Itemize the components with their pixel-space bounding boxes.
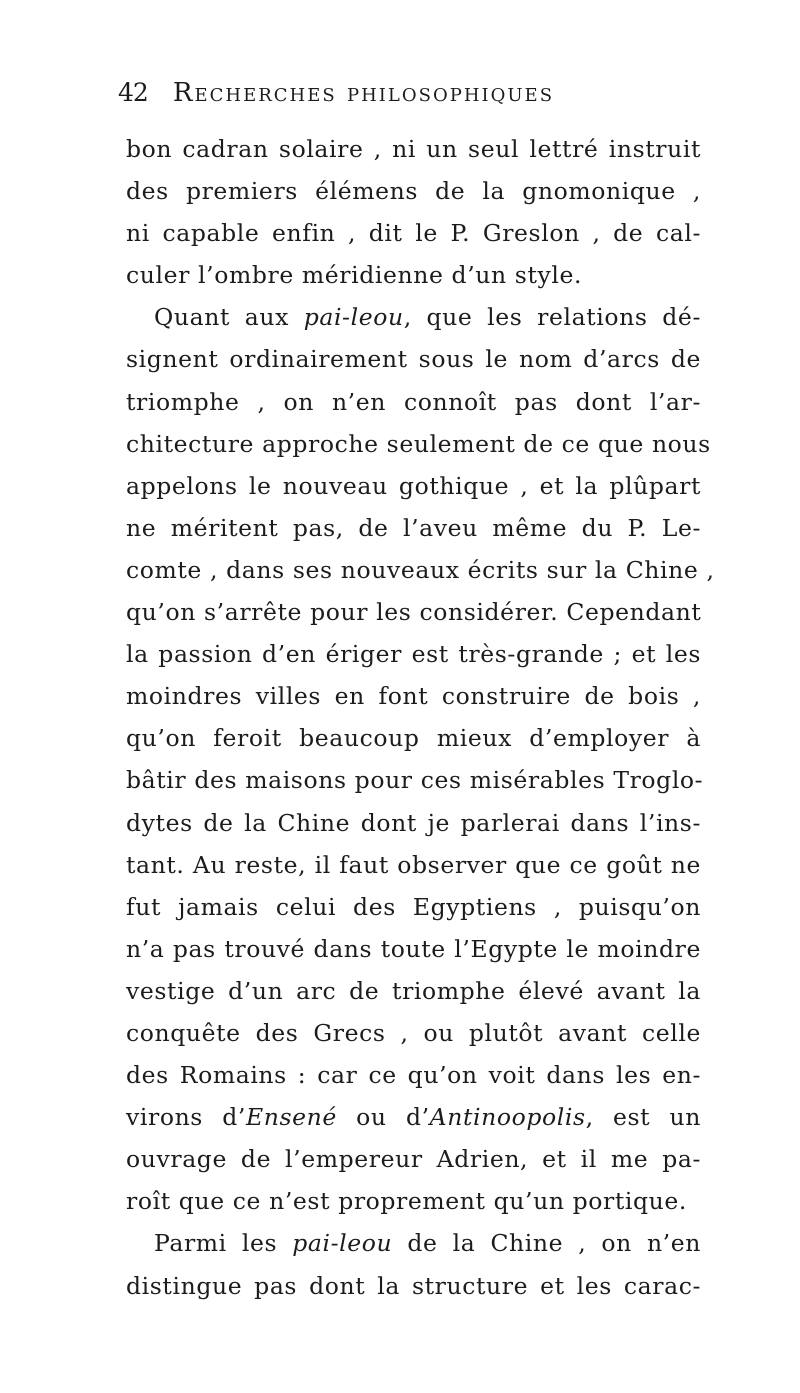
- text-segment: chitecture approche seulement de ce que nous: [126, 429, 711, 458]
- text-segment: Parmi les: [154, 1229, 293, 1258]
- body-text: [126, 128, 715, 1378]
- text-line: [126, 1096, 701, 1138]
- text-line: [126, 802, 701, 844]
- text-line: [126, 423, 711, 465]
- italic-term: Antinoopolis: [429, 1103, 586, 1132]
- text-line: [126, 717, 701, 759]
- page-number: 42: [118, 78, 148, 107]
- italic-term: Ensené: [245, 1103, 337, 1132]
- text-line: [126, 1222, 701, 1264]
- text-line: [126, 1054, 701, 1096]
- text-line: [126, 381, 701, 423]
- text-segment: moindres villes en font construire de bois ,: [126, 682, 701, 711]
- text-segment: bon cadran solaire , ni un seul lettré instruit: [126, 135, 701, 163]
- text-segment: tant. Au reste, il faut observer que ce goût ne: [126, 850, 701, 879]
- text-segment: qu’on s’arrête pour les considérer. Cependant: [126, 598, 702, 627]
- text-segment: des Romains : car ce qu’on voit dans les en-: [126, 1061, 701, 1090]
- text-segment: n’a pas trouvé dans toute l’Egypte le moindre: [126, 934, 701, 963]
- running-head: Recherches philosophiques: [172, 78, 555, 108]
- text-line: [126, 507, 701, 549]
- text-segment: ni capable enfin , dit le P. Greslon , de cal-: [126, 219, 701, 248]
- text-line: [126, 1265, 701, 1307]
- text-line: [126, 549, 715, 591]
- text-line: [126, 970, 701, 1012]
- text-line: [126, 128, 701, 170]
- page-header: [118, 78, 718, 118]
- text-segment: ouvrage de l’empereur Adrien, et il me pa-: [126, 1145, 701, 1174]
- text-line: [126, 1138, 701, 1180]
- text-segment: fut jamais celui des Egyptiens , puisqu’on: [126, 892, 701, 921]
- text-line: [126, 675, 701, 717]
- text-line: [126, 844, 701, 886]
- text-segment: roît que ce n’est proprement qu’un portique.: [126, 1187, 687, 1216]
- italic-term: pai-leou: [303, 303, 404, 332]
- text-line: [126, 296, 701, 338]
- text-segment: Quant aux: [154, 303, 304, 332]
- text-segment: culer l’ombre méridienne d’un style.: [126, 261, 583, 290]
- text-segment: ne méritent pas, de l’aveu même du P. Le-: [126, 513, 701, 542]
- text-segment: des premiers élémens de la gnomonique ,: [126, 177, 701, 206]
- text-segment: , que les relations dé-: [403, 303, 701, 332]
- text-segment: ou d’: [336, 1103, 430, 1132]
- italic-term: pai-leou: [292, 1229, 393, 1258]
- text-segment: bâtir des maisons pour ces misérables Troglo-: [126, 766, 704, 795]
- text-line: [126, 886, 701, 928]
- text-segment: signent ordinairement sous le nom d’arcs de: [126, 345, 701, 374]
- text-line: [126, 254, 701, 296]
- text-line: [126, 759, 704, 801]
- text-line: [126, 465, 701, 507]
- text-segment: qu’on feroit beaucoup mieux d’employer à: [126, 724, 701, 753]
- text-line: [126, 1180, 701, 1222]
- text-line: [126, 338, 701, 380]
- text-segment: triomphe , on n’en connoît pas dont l’ar-: [126, 387, 701, 416]
- text-segment: appelons le nouveau gothique , et la plûpart: [126, 471, 701, 500]
- text-segment: conquête des Grecs , ou plutôt avant celle: [126, 1018, 701, 1047]
- text-line: [126, 591, 701, 633]
- text-segment: de la Chine , on n’en: [392, 1229, 701, 1258]
- text-line: [126, 170, 701, 212]
- text-line: [126, 212, 701, 254]
- text-segment: distingue pas dont la structure et les carac-: [126, 1271, 701, 1300]
- text-segment: dytes de la Chine dont je parlerai dans l’ins-: [126, 808, 701, 837]
- text-line: [126, 1012, 701, 1054]
- text-segment: , est un: [585, 1103, 701, 1132]
- text-segment: virons d’: [126, 1103, 246, 1132]
- text-segment: vestige d’un arc de triomphe élevé avant la: [126, 976, 701, 1005]
- text-line: [126, 633, 701, 675]
- text-segment: comte , dans ses nouveaux écrits sur la Chine ,: [126, 555, 715, 584]
- text-segment: la passion d’en ériger est très-grande ; et les: [126, 640, 701, 669]
- text-line: [126, 928, 701, 970]
